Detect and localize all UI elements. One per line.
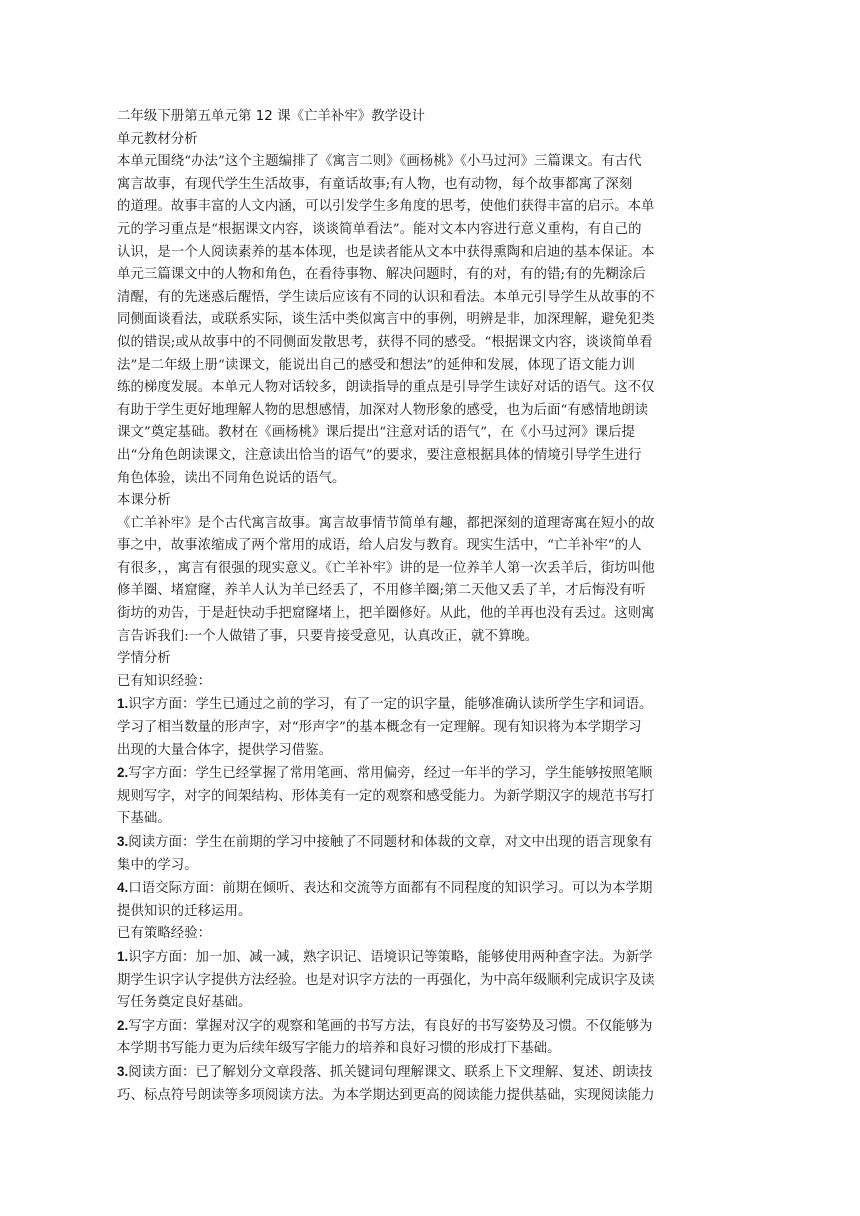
item-text: 出现的大量合体字，提供学习借鉴。 — [117, 742, 333, 758]
item-text: 期学生识字认字提供方法经验。也是对识字方法的一再强化，为中高年级顺利完成识字及读 — [117, 972, 655, 988]
list-item — [117, 1061, 742, 1107]
paragraph-line: 法”是二年级上册“读课文，能说出自己的感受和想法”的延伸和发展，体现了语文能力训 — [117, 357, 635, 373]
item-text: 巧、标点符号朗读等多项阅读方法。为本学期达到更高的阅读能力提供基础，实现阅读能力 — [117, 1087, 655, 1103]
list-item — [117, 762, 742, 831]
item-text: 阅读方面：学生在前期的学习中接触了不同题材和体裁的文章，对文中出现的语言现象有 — [128, 835, 653, 850]
knowledge-list — [117, 693, 742, 923]
list-item — [117, 1015, 742, 1061]
paragraph-line: 角色体验，读出不同角色说话的语气。 — [117, 470, 346, 486]
list-item — [117, 831, 742, 877]
item-text: 写字方面：掌握对汉字的观察和笔画的书写方法，有良好的书写姿势及习惯。不仅能够为 — [128, 1018, 653, 1034]
subsection-heading: 已有策略经验： — [117, 926, 212, 942]
paragraph-line: 出“分角色朗读课文，注意读出恰当的语气”的要求，要注意根据具体的情境引导学生进行 — [117, 447, 642, 463]
paragraph-line: 单元三篇课文中的人物和角色，在看待事物、解决问题时，有的对，有的错;有的先糊涂后 — [117, 267, 646, 283]
section-body — [117, 151, 742, 490]
item-text: 集中的学习。 — [117, 857, 198, 873]
item-number: 3. — [117, 1063, 129, 1079]
section-unit-analysis — [117, 129, 742, 491]
item-number: 2. — [117, 1017, 129, 1033]
item-number: 3. — [117, 834, 129, 849]
paragraph-line: 似的错误;或从故事中的不同侧面发散思考，获得不同的感受。“根据课文内容，谈谈简单看 — [117, 334, 653, 350]
paragraph-line: 同侧面谈看法，或联系实际，谈生活中类似寓言中的事例，明辨是非，加深理解，避免犯类 — [117, 312, 655, 328]
item-text: 学习了相当数量的形声字，对“形声字”的基本概念有一定理解。现有知识将为本学期学习 — [117, 720, 642, 736]
document-title: 二年级下册第五单元第 12 课《亡羊补牢》教学设计 — [117, 109, 426, 124]
section-heading: 本课分析 — [117, 493, 171, 509]
section-learner-analysis — [117, 648, 742, 1107]
list-item — [117, 946, 742, 1015]
paragraph-line: 课文”奠定基础。教材在《画杨桃》课后提出“注意对话的语气”，在《小马过河》课后提 — [117, 425, 635, 441]
strategy-list — [117, 946, 742, 1107]
paragraph-line: 言告诉我们:一个人做错了事，只要肯接受意见，认真改正，就不算晚。 — [117, 628, 539, 644]
item-number: 1. — [117, 696, 129, 712]
section-heading: 单元教材分析 — [117, 131, 198, 147]
paragraph-line: 修羊圈、堵窟窿，养羊人认为羊已经丢了，不用修羊圈;第二天他又丢了羊，才后悔没有听 — [117, 583, 646, 599]
item-text: 本学期书写能力更为后续年级写字能力的培养和良好习惯的形成打下基础。 — [117, 1041, 561, 1057]
section-heading: 学情分析 — [117, 651, 171, 667]
paragraph-line: 本单元围绕“办法”这个主题编排了《寓言二则》《画杨桃》《小马过河》三篇课文。有古代 — [117, 154, 642, 170]
paragraph-line: 事之中，故事浓缩成了两个常用的成语，给人启发与教育。现实生活中，“亡羊补牢”的人 — [117, 538, 642, 554]
list-item — [117, 693, 742, 762]
paragraph-line: 清醒，有的先迷惑后醒悟，学生读后应该有不同的认识和看法。本单元引导学生从故事的不 — [117, 289, 655, 305]
paragraph-line: 街坊的劝告，于是赶快动手把窟窿堵上，把羊圈修好。从此，他的羊再也没有丢过。这则寓 — [117, 606, 655, 622]
item-number: 1. — [117, 948, 129, 964]
paragraph-line: 有助于学生更好地理解人物的思想感情，加深对人物形象的感受，也为后面“有感情地朗读 — [117, 402, 649, 418]
document-page — [117, 106, 742, 1107]
item-text: 识字方面：学生已通过之前的学习，有了一定的识字量，能够准确认读所学生字和词语。 — [128, 697, 653, 713]
item-text: 写任务奠定良好基础。 — [117, 995, 252, 1011]
list-item — [117, 877, 742, 923]
item-text: 写字方面：学生已经掌握了常用笔画、常用偏旁，经过一年半的学习，学生能够按照笔顺 — [128, 766, 653, 782]
item-number: 4. — [117, 880, 129, 896]
paragraph-line: 有很多，，寓言有很强的现实意义。《亡羊补牢》讲的是一位养羊人第一次丢羊后，街坊叫他 — [117, 560, 655, 576]
section-lesson-analysis — [117, 490, 742, 648]
subsection-heading: 已有知识经验： — [117, 673, 212, 689]
item-text: 口语交际方面：前期在倾听、表达和交流等方面都有不同程度的知识学习。可以为本学期 — [128, 881, 653, 897]
paragraph-line: 认识，是一个人阅读素养的基本体现，也是读者能从文本中获得熏陶和启迪的基本保证。本 — [117, 244, 655, 260]
paragraph-line: 元的学习重点是“根据课文内容，谈谈简单看法”。能对文本内容进行意义重构，有自己的 — [117, 221, 642, 237]
item-number: 2. — [117, 765, 129, 781]
item-text: 规则写字，对字的间架结构、形体美有一定的观察和感受能力。为新学期汉字的规范书写打 — [117, 788, 655, 804]
paragraph-line: 《亡羊补牢》是个古代寓言故事。寓言故事情节简单有趣，都把深刻的道理寄寓在短小的故 — [117, 515, 655, 531]
paragraph-line: 寓言故事，有现代学生生活故事，有童话故事;有人物，也有动物，每个故事都寓了深刻 — [117, 176, 633, 192]
item-text: 识字方面：加一加、减一减，熟字识记、语境识记等策略，能够使用两种查字法。为新学 — [128, 949, 653, 965]
item-text: 阅读方面：已了解划分文章段落、抓关键词句理解课文、联系上下文理解、复述、朗读技 — [128, 1064, 653, 1080]
item-text: 提供知识的迁移运用。 — [117, 903, 252, 919]
item-text: 下基础。 — [117, 811, 171, 827]
paragraph-line: 的道理。故事丰富的人文内涵，可以引发学生多角度的思考，使他们获得丰富的启示。本单 — [117, 199, 655, 215]
section-body — [117, 513, 742, 649]
paragraph-line: 练的梯度发展。本单元人物对话较多，朗读指导的重点是引导学生读好对话的语气。这不仅 — [117, 380, 655, 396]
